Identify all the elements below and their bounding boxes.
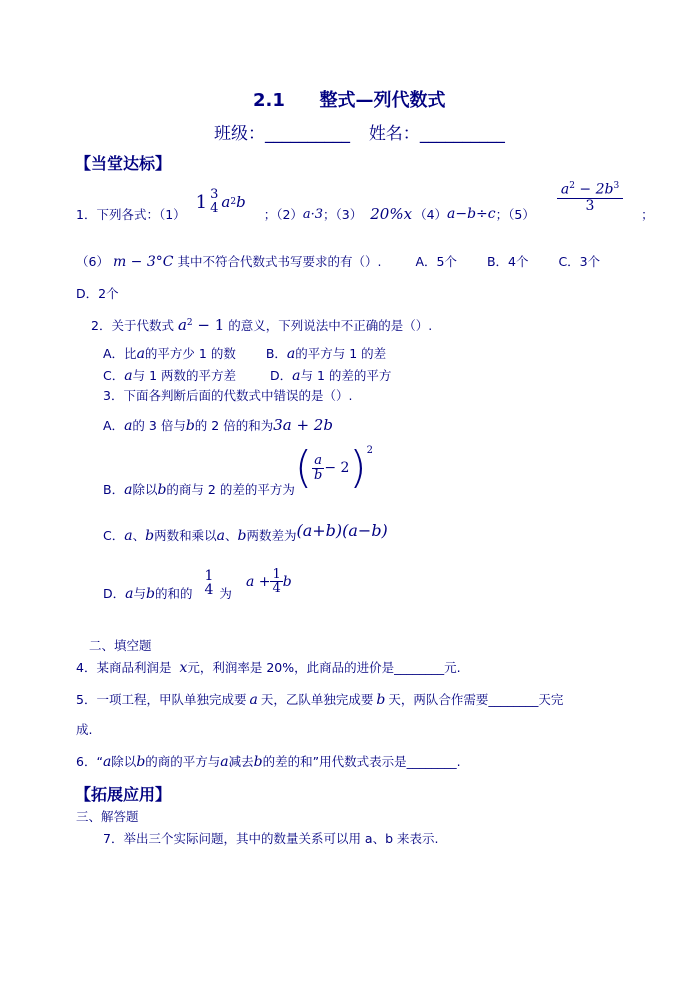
section-heading-extension: 【拓展应用】	[75, 785, 172, 804]
class-label: 班级：	[214, 124, 265, 144]
q1-item3: 20%x	[370, 205, 413, 223]
question-1-line2: （6） m − 3°C 其中不符合代数式书写要求的有（）. A．5个 B．4个 C．3个	[76, 254, 601, 270]
q3-d-fraction: 1 4	[204, 567, 214, 599]
q3-option-d: D．a与b的和的 1 4 为 a + $\frac{1}{4}$ b	[103, 566, 292, 602]
q1-item2: a·3	[302, 206, 324, 222]
q3-option-b: B．a除以b的商与 2 的差的平方为 ( $\frac{a}{b}$ − 2 ) $^2$	[103, 442, 373, 498]
section-heading-practice: 【当堂达标】	[75, 154, 172, 173]
q3-b-expression: ( $\frac{a}{b}$ − 2 ) $^2$	[294, 442, 373, 493]
q2-option-d: D．a与 1 的差的平方	[269, 368, 392, 384]
question-7: 7．举出三个实际问题，其中的数量关系可以用 a、b 来表示.	[103, 831, 439, 846]
class-name-line	[214, 119, 505, 144]
q2-option-a: A．比a的平方少 1 的数	[103, 346, 236, 362]
q2-option-c: C．a与 1 两数的平方差	[103, 368, 236, 384]
q1-sep4: （4）	[414, 207, 448, 222]
q2-option-b: B．a的平方与 1 的差	[265, 346, 387, 362]
question-2: 2．关于代数式 $a^2 - 1$ 的意义，下列说法中不正确的是（）.	[91, 316, 433, 334]
q1-ask: 其中不符合代数式书写要求的有（）.	[177, 254, 382, 269]
q1-stem: 1．下列各式：（1）	[76, 207, 186, 222]
question-3: 3．下面各判断后面的代数式中错误的是（）.	[103, 388, 353, 403]
q1-end: ；	[641, 207, 654, 222]
q3-d-expression: a + $\frac{1}{4}$ b	[245, 566, 292, 597]
q1-option-b: B．4个	[486, 254, 529, 269]
q1-sep3: ；（3）	[323, 207, 363, 222]
q2-options-row2	[103, 366, 391, 384]
q3-option-a: A．a的 3 倍与b的 2 倍的和为3a + 2b	[103, 416, 333, 434]
q1-item1: 1 3 4 a 2 b	[195, 187, 246, 216]
q1-option-d: D．2个	[76, 286, 119, 301]
question-1	[76, 181, 654, 244]
class-blank: __________	[265, 124, 350, 144]
question-6: 6．“a除以b的商的平方与a减去b的差的和”用代数式表示是________.	[76, 754, 461, 770]
q3-c-expression: (a+b)(a−b)	[296, 521, 388, 540]
name-blank: __________	[419, 124, 505, 144]
page-title	[253, 86, 445, 112]
q1-item4: a−b÷c	[447, 206, 496, 222]
q1-sep2: ；（2）	[263, 207, 303, 222]
question-5: 5．一项工程，甲队单独完成要 a 天，乙队单独完成要 b 天，两队合作需要________天完	[76, 692, 564, 708]
question-5-line2: 成.	[76, 722, 93, 737]
q1-item5: $\frac{a^2 - 2b^3}{3}$	[557, 182, 623, 213]
section-subheading-answer: 三、解答题	[76, 809, 139, 824]
q1-option-c: C．3个	[558, 254, 601, 269]
q1-option-a: A．5个	[415, 254, 457, 269]
title-number: 2.1	[253, 90, 285, 111]
q1-item6: m − 3	[112, 254, 156, 270]
title-text: 整式—列代数式	[319, 90, 446, 111]
section-heading-fill-blank: 二、填空题	[89, 638, 152, 653]
question-4: 4．某商品利润是 x元，利润率是 20%，此商品的进价是________元.	[76, 660, 461, 676]
name-label: 姓名：	[368, 124, 420, 144]
q2-options-row1	[103, 344, 386, 362]
q3-option-c: C．a、b两数和乘以a、b两数差为 (a+b)(a−b)	[103, 521, 388, 544]
q1-sep5: ；（5）	[495, 207, 535, 222]
